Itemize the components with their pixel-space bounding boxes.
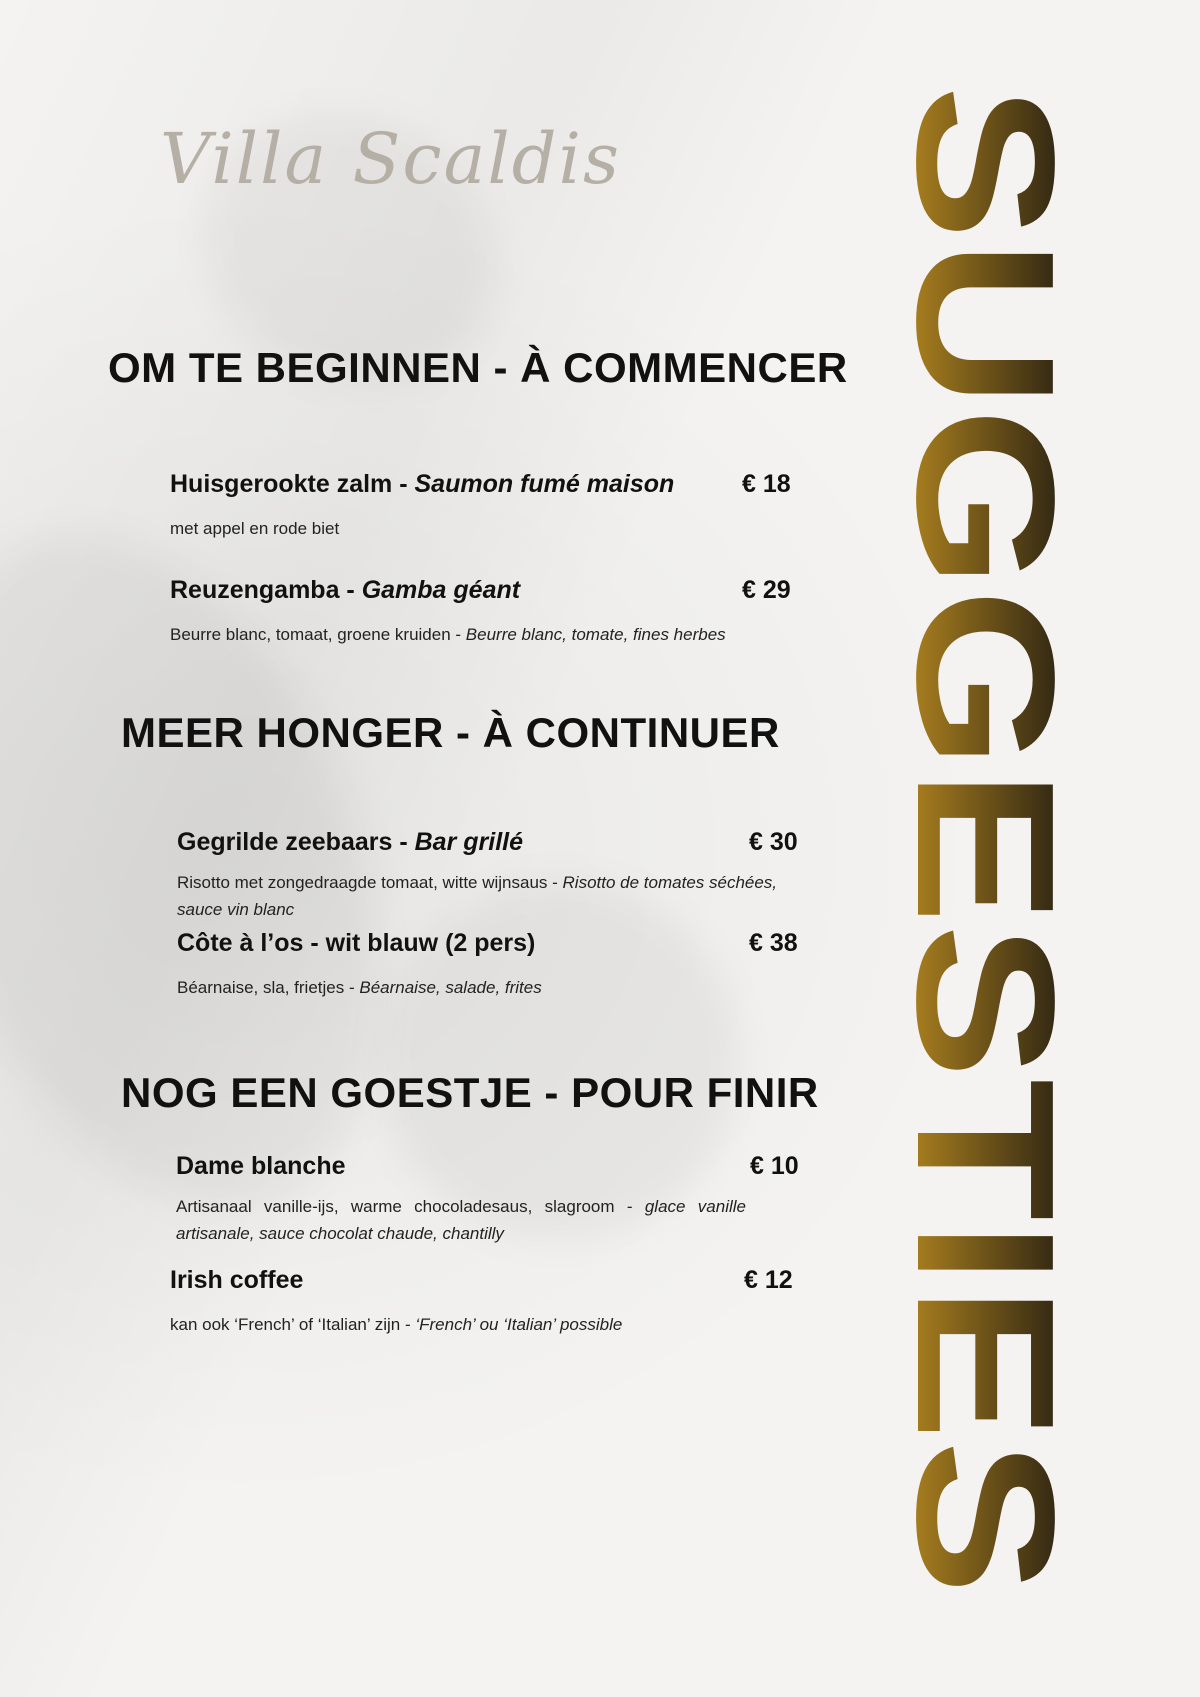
item-name: Reuzengamba - Gamba géant xyxy=(170,576,521,604)
menu-item xyxy=(170,470,810,542)
item-price: € 12 xyxy=(744,1266,793,1294)
section-title: NOG EEN GOESTJE - POUR FINIR xyxy=(121,1069,819,1116)
item-name: Côte à l’os - wit blauw (2 pers) xyxy=(177,929,536,957)
menu-item xyxy=(170,1266,810,1338)
item-price: € 38 xyxy=(749,929,798,957)
item-name: Irish coffee xyxy=(170,1266,304,1294)
item-description: Artisanaal vanille-ijs, warme chocoladesaus, slagroom - glace vanille artisanale, sauce chocolat chaude, chantilly xyxy=(176,1197,746,1243)
vertical-title-svg xyxy=(876,80,1095,1600)
vertical-title-text: SUGGESTIES xyxy=(876,85,1095,1360)
item-price: € 10 xyxy=(750,1152,799,1180)
item-description: kan ook ‘French’ of ‘Italian’ zijn - ‘French’ ou ‘Italian’ possible xyxy=(170,1315,623,1334)
menu-item xyxy=(177,828,817,923)
menu-item xyxy=(177,929,817,1001)
menu-item xyxy=(176,1152,799,1247)
item-price: € 29 xyxy=(742,576,791,604)
brand-logo: Villa Scaldis xyxy=(160,118,621,200)
item-description: Béarnaise, sla, frietjes - Béarnaise, salade, frites xyxy=(177,978,542,997)
item-name: Gegrilde zeebaars - Bar grillé xyxy=(177,828,523,856)
item-description: Beurre blanc, tomaat, groene kruiden - Beurre blanc, tomate, fines herbes xyxy=(170,625,726,644)
item-price: € 18 xyxy=(742,470,791,498)
item-description: met appel en rode biet xyxy=(170,519,340,538)
section-title: MEER HONGER - À CONTINUER xyxy=(121,709,780,756)
item-price: € 30 xyxy=(749,828,798,856)
section-title: OM TE BEGINNEN - À COMMENCER xyxy=(108,344,848,391)
menu-item xyxy=(170,576,810,648)
item-description: Risotto met zongedraagde tomaat, witte wijnsaus - Risotto de tomates séchées, sauce vin blanc xyxy=(177,873,778,919)
vertical-title xyxy=(876,80,1095,1600)
item-name: Dame blanche xyxy=(176,1152,346,1180)
item-name: Huisgerookte zalm - Saumon fumé maison xyxy=(170,470,675,498)
